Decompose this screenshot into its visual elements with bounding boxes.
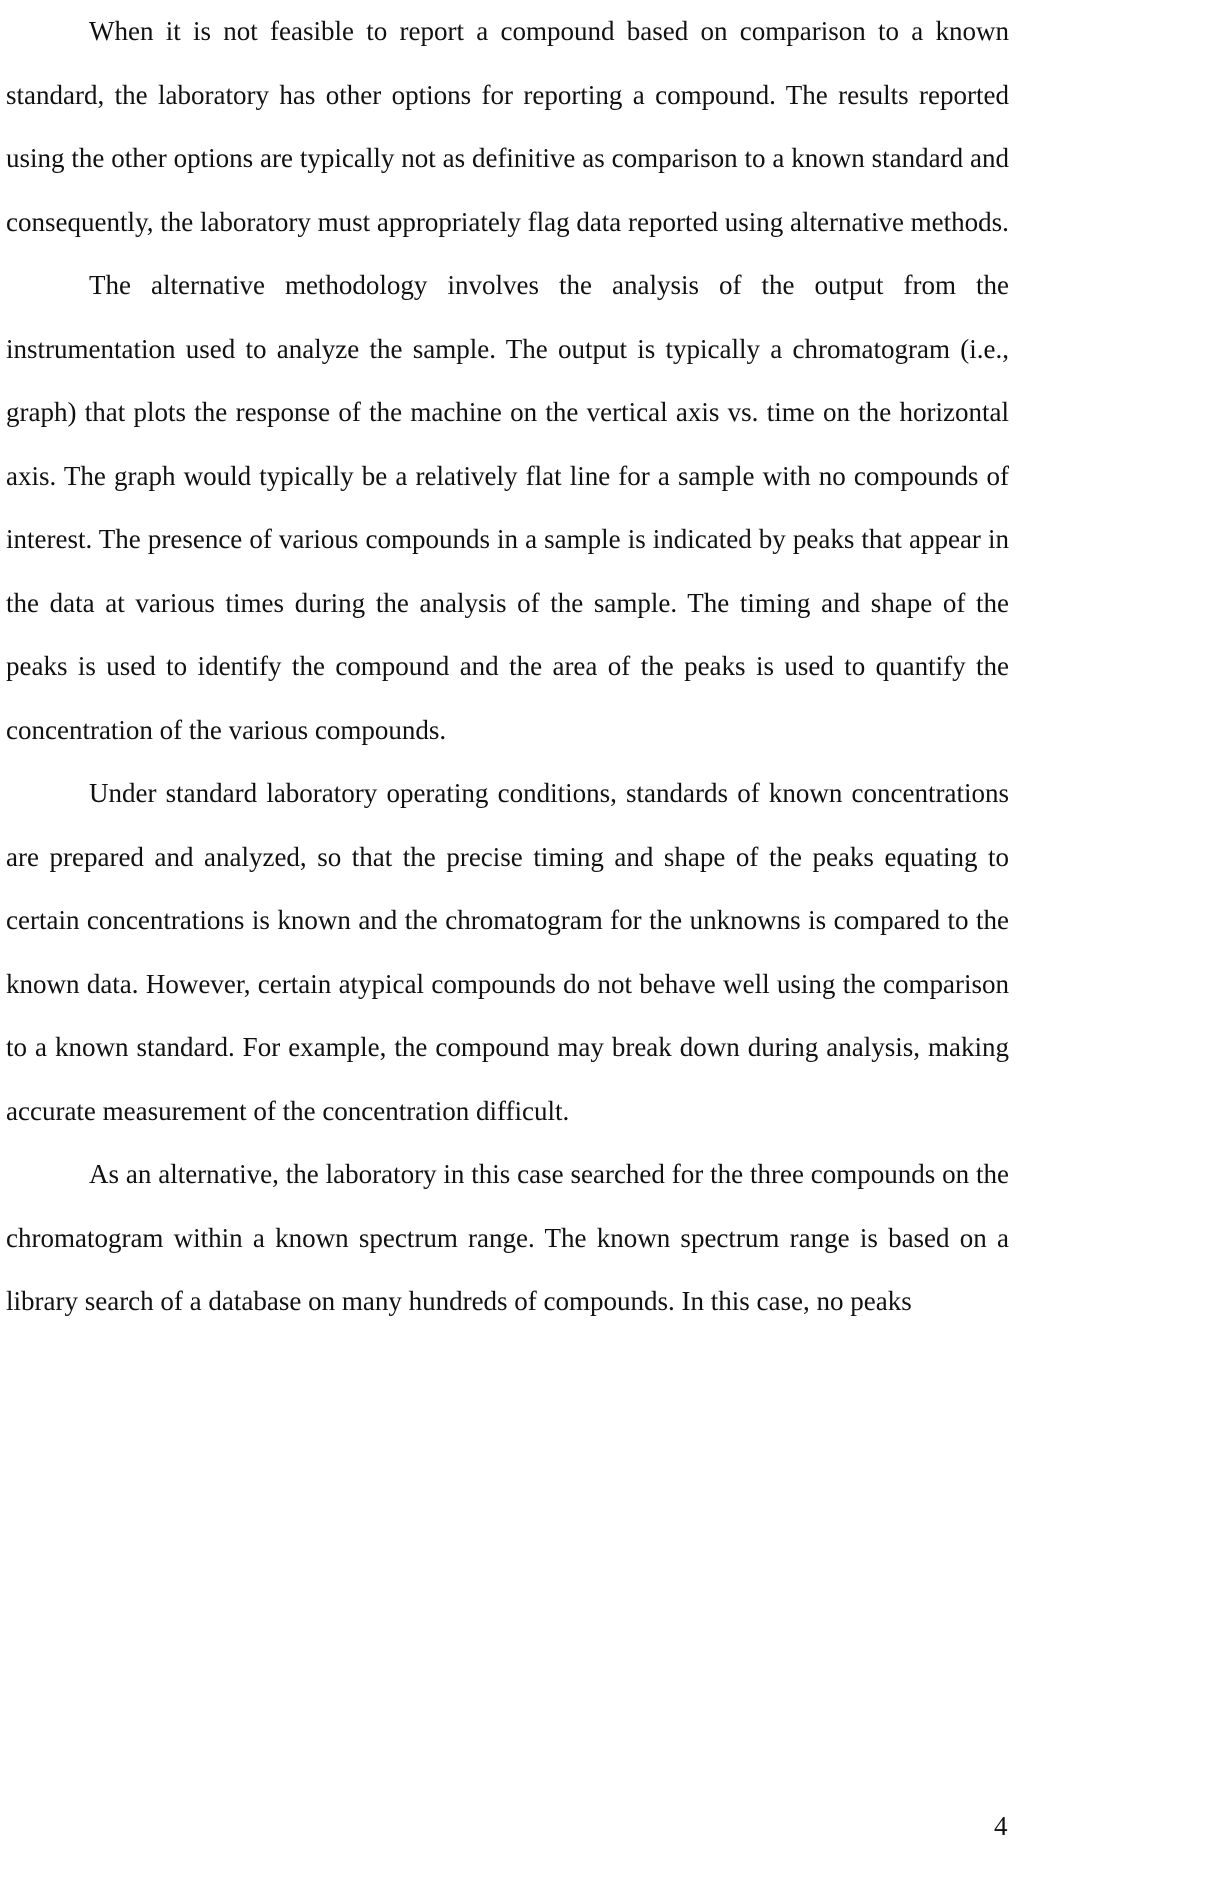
page-number: 4 <box>994 1811 1008 1841</box>
body-text <box>6 0 1009 1334</box>
paragraph-spectrum-search: As an alternative, the laboratory in this case searched for the three compounds on the chromatogram within a known spectrum range. The known spectrum range is based on a library search of a database on many hundreds of compounds. In this case, no peaks <box>6 1159 1009 1316</box>
paragraph-standard-conditions: Under standard laboratory operating conditions, standards of known concentrations are prepared and analyzed, so that the precise timing and shape of the peaks equating to certain concentrations is known and the chromatogram for the unknowns is compared to the known data. However, certain atypical compounds do not behave well using the comparison to a known standard. For example, the compound may break down during analysis, making accurate measurement of the concentration difficult. <box>6 778 1009 1126</box>
paragraph-alternative-methodology: The alternative methodology involves the analysis of the output from the instrumentation used to analyze the sample. The output is typically a chromatogram (i.e., graph) that plots the response of the machine on the vertical axis vs. time on the horizontal axis. The graph would typically be a relatively flat line for a sample with no compounds of interest. The presence of various compounds in a sample is indicated by peaks that appear in the data at various times during the analysis of the sample. The timing and shape of the peaks is used to identify the compound and the area of the peaks is used to quantify the concentration of the various compounds. <box>6 270 1009 745</box>
paragraph-reporting-options: When it is not feasible to report a compound based on comparison to a known standard, the laboratory has other options for reporting a compound. The results reported using the other options are typically not as definitive as comparison to a known standard and consequently, the laboratory must appropriately flag data reported using alternative methods. <box>6 16 1009 237</box>
